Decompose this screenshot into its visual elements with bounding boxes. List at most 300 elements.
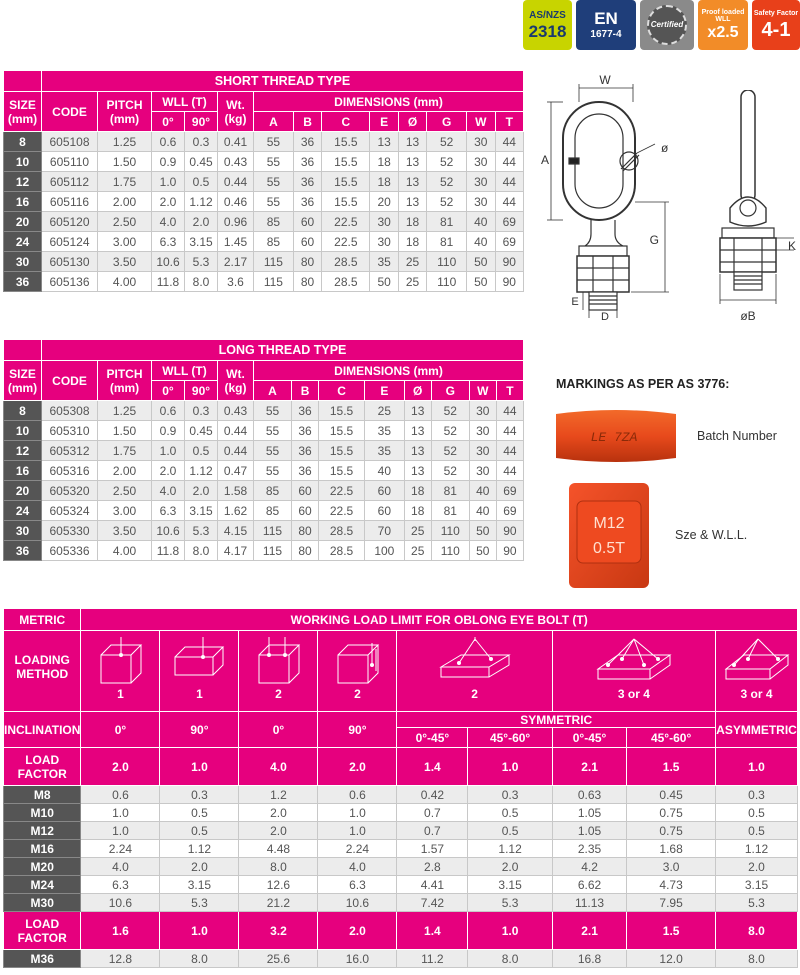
table-cell: 2.00: [98, 192, 152, 212]
load-factor-row-1: [4, 748, 798, 786]
lf2-0: 1.6: [81, 912, 160, 950]
size-cell: 16: [4, 461, 42, 481]
table-cell: 2.0: [185, 481, 218, 501]
table-cell: 18: [404, 481, 431, 501]
table-cell: 1.75: [98, 441, 152, 461]
table-cell: 0.47: [218, 461, 254, 481]
en-badge-line2: 1677-4: [590, 29, 622, 40]
table-cell: 18: [398, 232, 426, 252]
table-cell: 40: [467, 232, 495, 252]
long-thread-row: [4, 421, 524, 441]
legs-4: 2: [354, 687, 361, 701]
load-method-6: [552, 631, 715, 712]
col-dim-c: C: [319, 381, 365, 401]
wll-cell: 10.6: [318, 894, 397, 912]
table-cell: 5.3: [185, 252, 218, 272]
table-cell: 60: [293, 212, 321, 232]
col-dim-g: G: [431, 381, 469, 401]
wll-table: [3, 608, 798, 968]
col-dim-phi: Ø: [398, 112, 426, 132]
en-badge: [576, 0, 636, 50]
table-cell: 0.44: [218, 421, 254, 441]
table-cell: 50: [467, 252, 495, 272]
col-dim-w: W: [469, 381, 496, 401]
wll-cell: 0.5: [716, 822, 798, 840]
table-cell: 80: [293, 252, 321, 272]
eye-bolt-side-diagram: [700, 90, 800, 325]
lf2-8: 8.0: [716, 912, 798, 950]
table-cell: 0.5: [185, 441, 218, 461]
lf1-7: 1.5: [627, 748, 716, 786]
table-cell: 4.15: [218, 521, 254, 541]
lf1-8: 1.0: [716, 748, 798, 786]
table-cell: 50: [370, 272, 398, 292]
wll-body: [4, 786, 798, 912]
table-cell: 20: [370, 192, 398, 212]
wll-cell: 2.0: [239, 822, 318, 840]
table-cell: 3.15: [185, 232, 218, 252]
table-cell: 13: [398, 192, 426, 212]
table-cell: 2.0: [152, 461, 185, 481]
table-cell: 81: [427, 212, 467, 232]
table-cell: 1.12: [185, 192, 218, 212]
table-cell: 0.44: [218, 441, 254, 461]
table-cell: 15.5: [319, 401, 365, 421]
col-dimensions: DIMENSIONS (mm): [254, 92, 524, 112]
wll-row: [4, 804, 798, 822]
long-thread-table: [3, 339, 524, 561]
table-cell: 44: [496, 401, 523, 421]
lf1-5: 1.0: [468, 748, 553, 786]
table-cell: 69: [495, 212, 523, 232]
col-pitch: PITCH (mm): [98, 361, 152, 401]
wll-cell: 0.3: [468, 786, 553, 804]
table-cell: 2.17: [218, 252, 254, 272]
table-cell: 36: [291, 401, 318, 421]
table-cell: 1.62: [218, 501, 254, 521]
wll-cell: 4.41: [397, 876, 468, 894]
table-cell: 18: [404, 501, 431, 521]
table-cell: 1.25: [98, 132, 152, 152]
table-cell: 3.50: [98, 252, 152, 272]
table-cell: 22.5: [319, 481, 365, 501]
proof-badge-line1: Proof loaded WLL: [701, 8, 745, 23]
batch-stamp-text: LE 7ZA: [590, 430, 638, 445]
table-cell: 15.5: [322, 152, 370, 172]
table-cell: 8.0: [185, 272, 218, 292]
wll-cell: 6.3: [81, 876, 160, 894]
lf1-0: 2.0: [81, 748, 160, 786]
wll-row: [4, 786, 798, 804]
col-dim-t: T: [495, 112, 523, 132]
load-method-4: [318, 631, 397, 712]
sf-badge-line1: Safety Factor: [753, 10, 799, 17]
table-cell: 0.3: [185, 401, 218, 421]
col-wll: WLL (T): [152, 92, 218, 112]
table-cell: 55: [254, 192, 294, 212]
short-thread-row: [4, 212, 524, 232]
table-cell: 605310: [42, 421, 98, 441]
wll-cell: 0.45: [627, 786, 716, 804]
wll-cell: 1.05: [552, 804, 626, 822]
table-cell: 100: [365, 541, 405, 561]
wll-cell: 2.0: [468, 858, 553, 876]
table-cell: 30: [467, 192, 495, 212]
table-cell: 36: [291, 421, 318, 441]
table-cell: 1.50: [98, 152, 152, 172]
table-cell: 15.5: [319, 441, 365, 461]
col-code: CODE: [42, 92, 98, 132]
long-thread-row: [4, 461, 524, 481]
legs-3: 2: [275, 687, 282, 701]
dim-e-label: E: [571, 296, 579, 308]
size-cell: 24: [4, 501, 42, 521]
wll-cell: 12.8: [81, 950, 160, 968]
table-cell: 25: [398, 252, 426, 272]
table-cell: 115: [254, 541, 292, 561]
col-dim-e: E: [365, 381, 405, 401]
long-thread-body: [4, 401, 524, 561]
col-dim-e: E: [370, 112, 398, 132]
metric-size-cell: M10: [4, 804, 81, 822]
table-cell: 81: [427, 232, 467, 252]
wll-cell: 0.63: [552, 786, 626, 804]
long-thread-row: [4, 441, 524, 461]
size-cell: 24: [4, 232, 42, 252]
col-wll-90: 90°: [185, 112, 218, 132]
wll-cell: 3.15: [716, 876, 798, 894]
table-cell: 110: [427, 272, 467, 292]
table-cell: 44: [495, 132, 523, 152]
table-cell: 85: [254, 212, 294, 232]
wll-cell: 21.2: [239, 894, 318, 912]
table-cell: 4.00: [98, 272, 152, 292]
short-thread-row: [4, 132, 524, 152]
table-cell: 18: [370, 172, 398, 192]
multi-leg-sling-icon: [592, 637, 676, 687]
table-cell: 60: [365, 481, 405, 501]
table-cell: 2.50: [98, 212, 152, 232]
table-cell: 55: [254, 152, 294, 172]
table-cell: 30: [467, 172, 495, 192]
table-cell: 36: [293, 172, 321, 192]
table-cell: 60: [293, 232, 321, 252]
table-cell: 3.00: [98, 232, 152, 252]
col-wt: Wt. (kg): [218, 92, 254, 132]
double-vertical-lift-icon: [253, 637, 303, 687]
legs-7: 3 or 4: [740, 687, 773, 701]
wll-cell: 8.0: [160, 950, 239, 968]
load-factor-row-2: [4, 912, 798, 950]
wll-cell: 6.3: [318, 876, 397, 894]
table-cell: 30: [370, 212, 398, 232]
table-cell: 15.5: [319, 461, 365, 481]
table-cell: 1.25: [98, 401, 152, 421]
table-cell: 35: [370, 252, 398, 272]
as-badge-line2: 2318: [528, 21, 567, 41]
wll-cell: 3.15: [160, 876, 239, 894]
table-cell: 0.96: [218, 212, 254, 232]
table-cell: 0.45: [185, 421, 218, 441]
metric-size-cell: M12: [4, 822, 81, 840]
wll-cell: 7.42: [397, 894, 468, 912]
table-cell: 1.0: [152, 441, 185, 461]
size-cell: 12: [4, 172, 42, 192]
table-cell: 52: [431, 441, 469, 461]
table-cell: 22.5: [322, 212, 370, 232]
table-cell: 110: [431, 541, 469, 561]
col-wt: Wt. (kg): [218, 361, 254, 401]
batch-number-caption: Batch Number: [697, 429, 777, 443]
wll-cell: 25.6: [239, 950, 318, 968]
wll-cell: 0.7: [397, 804, 468, 822]
wll-cell: 1.2: [239, 786, 318, 804]
table-cell: 50: [469, 521, 496, 541]
markings-heading: MARKINGS AS PER AS 3776:: [556, 377, 730, 391]
wll-cell: 0.5: [160, 822, 239, 840]
certified-badge: [640, 0, 694, 50]
lf2-1: 1.0: [160, 912, 239, 950]
wll-cell: 0.6: [318, 786, 397, 804]
wll-cell: 11.13: [552, 894, 626, 912]
table-cell: 81: [431, 481, 469, 501]
table-cell: 4.0: [152, 481, 185, 501]
table-cell: 0.43: [218, 401, 254, 421]
load-method-1: [81, 631, 160, 712]
table-cell: 44: [496, 461, 523, 481]
wll-cell: 0.5: [468, 822, 553, 840]
lf2-3: 2.0: [318, 912, 397, 950]
table-cell: 36: [293, 192, 321, 212]
wll-cell: 16.8: [552, 950, 626, 968]
wll-row: [4, 858, 798, 876]
incl-0: 0°: [81, 712, 160, 748]
col-dim-a: A: [254, 112, 294, 132]
table-cell: 0.45: [185, 152, 218, 172]
table-cell: 1.45: [218, 232, 254, 252]
eye-bolt-front-diagram: [535, 72, 685, 322]
table-cell: 605308: [42, 401, 98, 421]
wll-cell: 5.3: [160, 894, 239, 912]
col-code: CODE: [42, 361, 98, 401]
col-dim-b: B: [291, 381, 318, 401]
dim-a-label: A: [540, 153, 550, 167]
table-cell: 25: [398, 272, 426, 292]
dim-k-label: K: [788, 239, 797, 253]
long-thread-row: [4, 541, 524, 561]
wll-row: [4, 894, 798, 912]
table-cell: 52: [431, 461, 469, 481]
long-thread-row: [4, 481, 524, 501]
wll-cell: 1.12: [468, 840, 553, 858]
wll-cell: 11.2: [397, 950, 468, 968]
table-cell: 13: [404, 461, 431, 481]
table-cell: 60: [365, 501, 405, 521]
wll-cell: 0.5: [468, 804, 553, 822]
table-cell: 605316: [42, 461, 98, 481]
table-cell: 1.50: [98, 421, 152, 441]
load-method-3: [239, 631, 318, 712]
table-cell: 605116: [42, 192, 98, 212]
table-cell: 69: [496, 501, 523, 521]
size-cell: 20: [4, 481, 42, 501]
table-cell: 1.12: [185, 461, 218, 481]
table-cell: 55: [254, 132, 294, 152]
table-cell: 90: [495, 252, 523, 272]
table-cell: 44: [495, 192, 523, 212]
metric-size-cell: M24: [4, 876, 81, 894]
table-cell: 4.0: [152, 212, 185, 232]
table-cell: 30: [469, 421, 496, 441]
table-cell: 3.6: [218, 272, 254, 292]
short-thread-body: [4, 132, 524, 292]
table-cell: 605124: [42, 232, 98, 252]
size-cell: 20: [4, 212, 42, 232]
size-cell: 36: [4, 272, 42, 292]
short-thread-row: [4, 272, 524, 292]
table-cell: 13: [370, 132, 398, 152]
col-dim-a: A: [254, 381, 292, 401]
table-cell: 90: [496, 521, 523, 541]
lf1-2: 4.0: [239, 748, 318, 786]
table-cell: 25: [365, 401, 405, 421]
safety-factor-badge: [752, 0, 800, 50]
load-method-5: [397, 631, 552, 712]
size-cell: 36: [4, 541, 42, 561]
size-cell: 16: [4, 192, 42, 212]
wll-title: WORKING LOAD LIMIT FOR OBLONG EYE BOLT (T): [81, 609, 798, 631]
table-cell: 60: [291, 481, 318, 501]
col-dim-b: B: [293, 112, 321, 132]
table-cell: 1.0: [152, 172, 185, 192]
table-cell: 0.3: [185, 132, 218, 152]
table-cell: 18: [398, 212, 426, 232]
wll-cell: 12.6: [239, 876, 318, 894]
table-cell: 28.5: [319, 541, 365, 561]
wll-cell: 1.0: [318, 804, 397, 822]
table-cell: 85: [254, 232, 294, 252]
wll-cell: 2.24: [81, 840, 160, 858]
table-cell: 605312: [42, 441, 98, 461]
sym-angle-4: 45°-60°: [627, 728, 716, 748]
table-cell: 0.9: [152, 152, 185, 172]
size-cell: 30: [4, 521, 42, 541]
col-dim-w: W: [467, 112, 495, 132]
size-cell: 30: [4, 252, 42, 272]
table-cell: 55: [254, 441, 292, 461]
wll-cell: 0.5: [160, 804, 239, 822]
table-cell: 605110: [42, 152, 98, 172]
wll-cell: 0.75: [627, 822, 716, 840]
wll-cell: 5.3: [468, 894, 553, 912]
table-cell: 80: [291, 521, 318, 541]
table-cell: 13: [398, 152, 426, 172]
table-cell: 15.5: [319, 421, 365, 441]
wll-cell: 0.75: [627, 804, 716, 822]
table-cell: 35: [365, 441, 405, 461]
table-cell: 10.6: [152, 521, 185, 541]
lf1-4: 1.4: [397, 748, 468, 786]
table-cell: 605324: [42, 501, 98, 521]
incl-90: 90°: [160, 712, 239, 748]
table-cell: 605336: [42, 541, 98, 561]
wll-cell: 1.0: [81, 822, 160, 840]
table-cell: 605320: [42, 481, 98, 501]
table-cell: 10.6: [152, 252, 185, 272]
lf2-4: 1.4: [397, 912, 468, 950]
table-cell: 18: [370, 152, 398, 172]
size-cell: 8: [4, 401, 42, 421]
table-cell: 90: [496, 541, 523, 561]
table-cell: 3.50: [98, 521, 152, 541]
lf2-6: 2.1: [552, 912, 626, 950]
metric-size-cell: M8: [4, 786, 81, 804]
table-cell: 90: [495, 272, 523, 292]
table-cell: 40: [365, 461, 405, 481]
size-cell: 12: [4, 441, 42, 461]
certification-badges: [523, 0, 800, 55]
double-side-lift-icon: [332, 637, 382, 687]
metric-size-cell: M36: [4, 950, 81, 968]
table-cell: 80: [291, 541, 318, 561]
wll-cell: 0.3: [160, 786, 239, 804]
certified-seal: Certified: [647, 5, 687, 45]
load-factor-label-2: LOAD FACTOR: [4, 912, 81, 950]
as-nzs-badge: [523, 0, 572, 50]
wll-cell: 0.3: [716, 786, 798, 804]
table-cell: 25: [404, 521, 431, 541]
short-thread-row: [4, 252, 524, 272]
lf2-5: 1.0: [468, 912, 553, 950]
table-cell: 55: [254, 421, 292, 441]
table-cell: 22.5: [319, 501, 365, 521]
table-cell: 13: [398, 132, 426, 152]
table-cell: 40: [469, 501, 496, 521]
metric-size-cell: M30: [4, 894, 81, 912]
table-cell: 52: [427, 172, 467, 192]
table-cell: 44: [496, 421, 523, 441]
table-cell: 13: [404, 441, 431, 461]
table-cell: 4.17: [218, 541, 254, 561]
table-cell: 0.41: [218, 132, 254, 152]
table-cell: 80: [293, 272, 321, 292]
loading-method-label: [4, 631, 81, 712]
table-cell: 115: [254, 272, 294, 292]
wll-cell: 0.6: [81, 786, 160, 804]
table-cell: 2.00: [98, 461, 152, 481]
wll-cell: 1.12: [716, 840, 798, 858]
table-cell: 110: [431, 521, 469, 541]
long-thread-row: [4, 401, 524, 421]
table-cell: 110: [427, 252, 467, 272]
table-cell: 3.00: [98, 501, 152, 521]
table-cell: 6.3: [152, 501, 185, 521]
short-thread-row: [4, 172, 524, 192]
wll-cell: 4.2: [552, 858, 626, 876]
table-cell: 15.5: [322, 172, 370, 192]
table-cell: 35: [365, 421, 405, 441]
table-cell: 30: [469, 401, 496, 421]
inclination-label: INCLINATION: [4, 712, 81, 748]
table-cell: 2.0: [152, 192, 185, 212]
size-cell: 10: [4, 152, 42, 172]
table-cell: 52: [427, 132, 467, 152]
sf-badge-line2: 4-1: [761, 19, 791, 41]
table-cell: 6.3: [152, 232, 185, 252]
table-cell: 28.5: [319, 521, 365, 541]
wll-cell: 2.8: [397, 858, 468, 876]
lf1-6: 2.1: [552, 748, 626, 786]
